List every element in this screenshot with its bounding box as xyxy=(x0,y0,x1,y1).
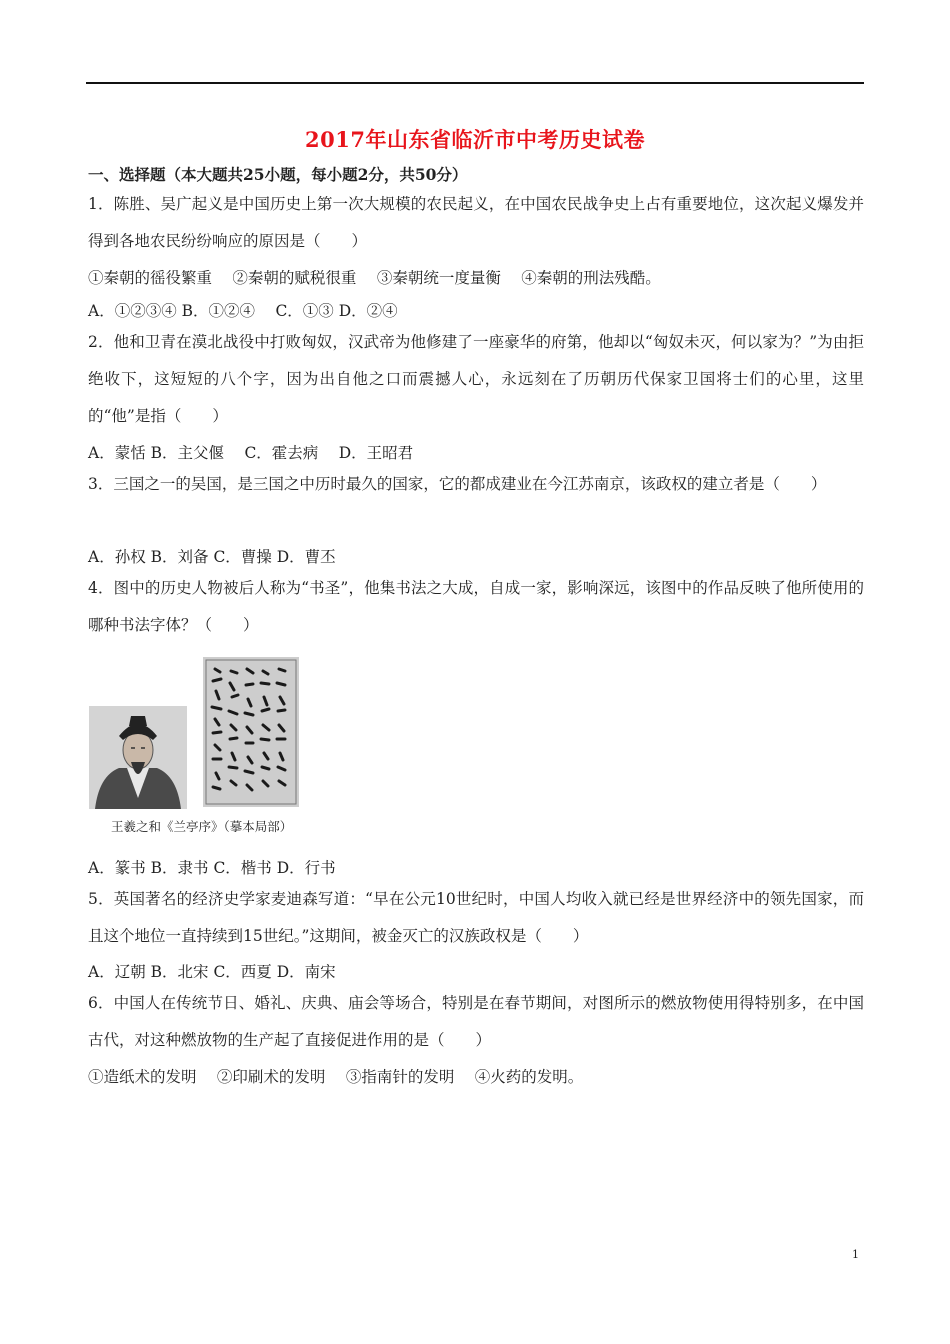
page-number: 1 xyxy=(852,1248,859,1261)
question-4-stem: 4．图中的历史人物被后人称为“书圣”，他集书法之大成，自成一家，影响深远，该图中的作品反映了他所使用的哪种书法字体？（ ） xyxy=(88,579,864,634)
question-1-options: A．①②③④ B．①②④ C．①③ D．②④ xyxy=(88,302,398,320)
wang-xizhi-portrait-image xyxy=(89,706,187,809)
question-3-stem: 3．三国之一的吴国，是三国之中历时最久的国家，它的都成建业在今江苏南京，该政权的建立者是（ ） xyxy=(88,475,827,493)
section-heading: 一、选择题（本大题共25小题，每小题2分，共50分） xyxy=(88,165,468,184)
lanting-preface-calligraphy-image xyxy=(203,657,299,807)
header-rule xyxy=(86,82,864,84)
question-4-options: A．篆书 B．隶书 C．楷书 D．行书 xyxy=(88,859,336,877)
question-5-options: A．辽朝 B．北宋 C．西夏 D．南宋 xyxy=(88,963,336,981)
question-6-stem: 6．中国人在传统节日、婚礼、庆典、庙会等场合，特别是在春节期间，对图所示的燃放物使用得特别多，在中国古代，对这种燃放物的生产起了直接促进作用的是（ ） xyxy=(88,994,864,1049)
question-1-stem: 1．陈胜、吴广起义是中国历史上第一次大规模的农民起义，在中国农民战争史上占有重要地位，这次起义爆发并得到各地农民纷纷响应的原因是（ ） xyxy=(88,195,864,250)
question-3-options: A．孙权 B．刘备 C．曹操 D．曹丕 xyxy=(88,548,336,566)
question-2-stem: 2．他和卫青在漠北战役中打败匈奴，汉武帝为他修建了一座豪华的府第，他却以“匈奴未灭，何以家为？”为由拒绝收下，这短短的八个字，因为出自他之口而震撼人心，永远刻在了历朝历代保家卫国将士们的心里，这里的“他”是指（ ） xyxy=(88,333,864,425)
figure-caption: 王羲之和《兰亭序》（摹本局部） xyxy=(111,819,293,834)
question-1-statements: ①秦朝的徭役繁重 ②秦朝的赋税很重 ③秦朝统一度量衡 ④秦朝的刑法残酷。 xyxy=(88,269,661,287)
page-title: 2017年山东省临沂市中考历史试卷 xyxy=(305,127,645,152)
question-5-stem: 5．英国著名的经济史学家麦迪森写道：“早在公元10世纪时，中国人均收入就已经是世界经济中的领先国家，而且这个地位一直持续到15世纪。”这期间，被金灭亡的汉族政权是（ ） xyxy=(88,890,864,945)
question-6-statements: ①造纸术的发明 ②印刷术的发明 ③指南针的发明 ④火药的发明。 xyxy=(88,1068,584,1086)
question-2-options: A．蒙恬 B．主父偃 C．霍去病 D．王昭君 xyxy=(88,444,414,462)
